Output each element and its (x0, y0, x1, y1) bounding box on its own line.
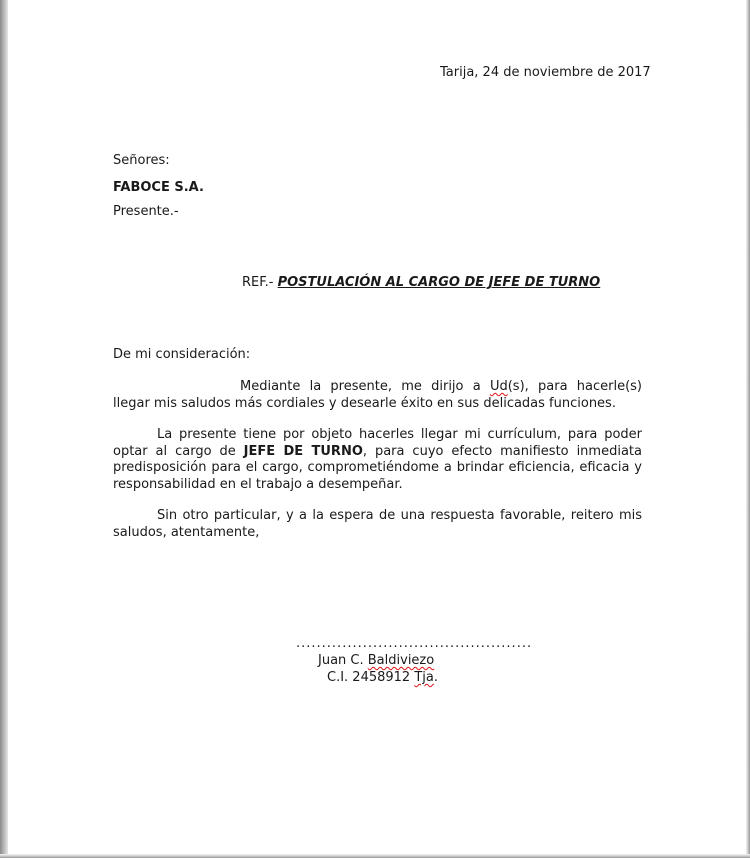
signature-line: .............................................. (296, 636, 533, 651)
paragraph-purpose (113, 427, 642, 493)
position-name: JEFE DE TURNO (243, 443, 363, 459)
reference-prefix: REF.- (242, 275, 278, 290)
recipient-greeting: Señores: (113, 153, 170, 168)
signature-id-suffix: . (433, 670, 439, 685)
letter-date: Tarija, 24 de noviembre de 2017 (440, 65, 651, 80)
recipient-company: FABOCE S.A. (113, 180, 204, 195)
signature-id (327, 670, 438, 686)
recipient-presente: Presente.- (113, 204, 179, 219)
spellcheck-flagged-word[interactable]: Ud (489, 379, 508, 394)
reference-title: POSTULACIÓN AL CARGO DE JEFE DE TURNO (277, 275, 601, 290)
spellcheck-flagged-city[interactable]: Tja (414, 670, 434, 685)
signature-name (318, 653, 434, 669)
salutation: De mi consideración: (113, 347, 251, 362)
paragraph2-part2: , para cuyo efecto manifiesto inmediata predisposición para el cargo, comprometiéndome a brindar eficiencia, eficacia y responsabilidad en el trabajo a desempeñar. (113, 443, 642, 492)
paragraph-greeting (113, 379, 642, 412)
paragraph1-part2: (s), para hacerle(s) llegar mis saludos más cordiales y desearle éxito en sus delicadas funciones. (113, 379, 642, 411)
signature-name-prefix: Juan C. (318, 653, 368, 668)
paragraph1-part1: Mediante la presente, me dirijo a (240, 379, 490, 394)
paragraph-closing: Sin otro particular, y a la espera de una respuesta favorable, reitero mis saludos, atentamente, (113, 508, 642, 540)
paragraph2-part1: La presente tiene por objeto hacerles llegar mi currículum, para poder optar al cargo de (113, 427, 642, 459)
signature-id-prefix: C.I. 2458912 (327, 670, 415, 685)
spellcheck-flagged-surname[interactable]: Baldiviezo (367, 653, 435, 668)
reference-line (242, 275, 600, 291)
